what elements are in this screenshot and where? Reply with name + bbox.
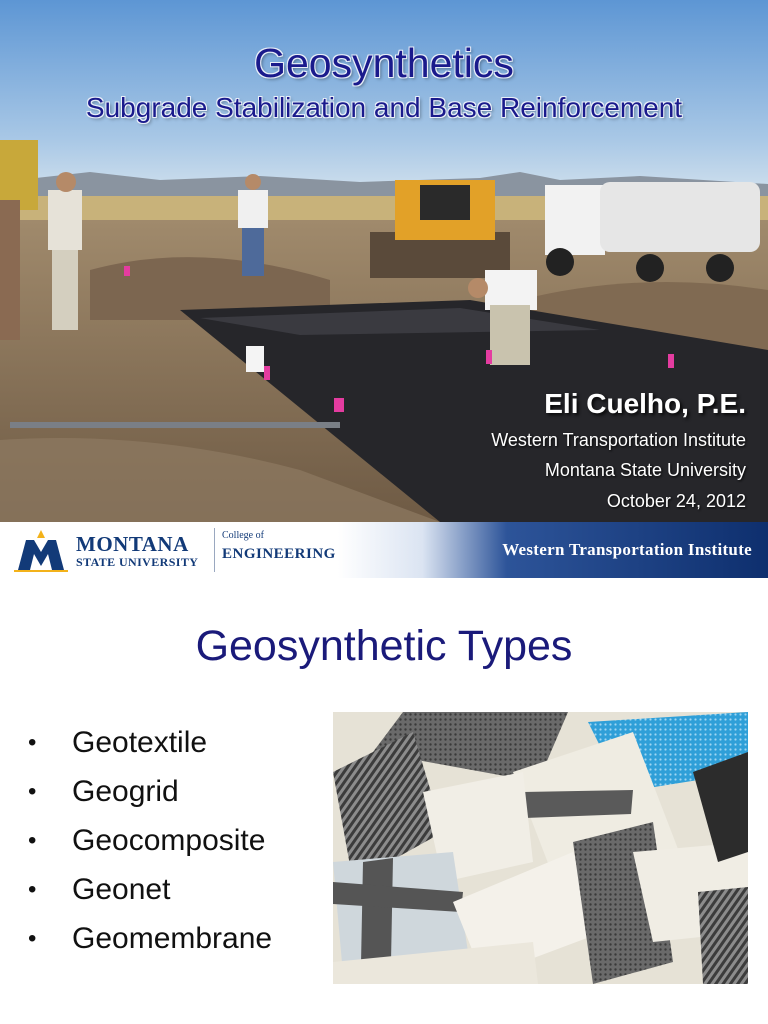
affiliation-institute: Western Transportation Institute (491, 430, 746, 450)
list-item (28, 718, 272, 767)
geosynthetic-samples-photo (333, 712, 748, 984)
bullet-icon: • (28, 826, 37, 854)
college-of-label: College of (222, 530, 264, 541)
slide-title: Geosynthetics (254, 40, 514, 86)
presentation-date: October 24, 2012 (606, 491, 746, 511)
bullet-icon: • (28, 728, 37, 756)
bullet-icon: • (28, 777, 37, 805)
geosynthetic-types-slide (0, 578, 768, 1024)
slide-title: Geosynthetic Types (195, 622, 573, 670)
list-item-label: Geocomposite (72, 823, 266, 857)
college-engineering-label: ENGINEERING (222, 546, 336, 562)
logo-divider (214, 528, 215, 572)
list-item (28, 914, 272, 963)
university-name: MONTANA (76, 532, 189, 556)
bullet-icon: • (28, 924, 37, 952)
types-bullet-list (28, 718, 272, 963)
list-item-label: Geogrid (72, 774, 179, 808)
list-item (28, 816, 272, 865)
slide-subtitle: Subgrade Stabilization and Base Reinforcement (85, 92, 683, 123)
list-item-label: Geonet (72, 872, 171, 906)
list-item-label: Geotextile (72, 725, 208, 759)
list-item-label: Geomembrane (72, 921, 273, 955)
bullet-icon: • (28, 875, 37, 903)
affiliation-university: Montana State University (544, 460, 746, 480)
presenter-name: Eli Cuelho, P.E. (544, 388, 746, 419)
footer-branding-bar (0, 522, 768, 578)
msu-m-logo-icon (12, 528, 70, 572)
university-subtitle: STATE UNIVERSITY (76, 555, 199, 569)
institute-footer-name: Western Transportation Institute (502, 540, 752, 559)
list-item (28, 767, 272, 816)
list-item (28, 865, 272, 914)
